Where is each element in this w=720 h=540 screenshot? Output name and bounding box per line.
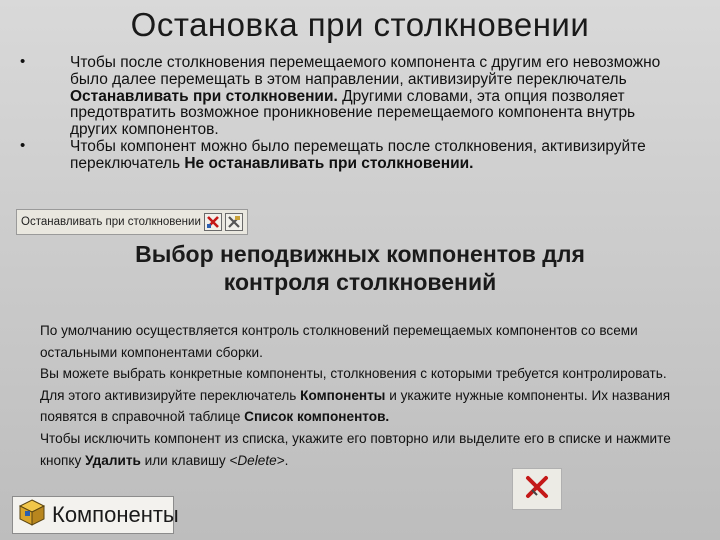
delete-button[interactable]	[512, 468, 562, 510]
paragraph-2	[40, 363, 690, 428]
section-subtitle: Выбор неподвижных компонентов для контроля столкновений	[135, 241, 585, 295]
bullet-bold: Не останавливать при столкновении.	[184, 154, 474, 172]
bullet-bold: Останавливать при столкновении.	[70, 87, 338, 105]
components-toggle[interactable]	[12, 496, 179, 534]
paragraph-bold: Удалить	[85, 452, 141, 468]
paragraph-bold: Компоненты	[300, 387, 386, 403]
bullet-text: Другими словами, эта опция позволяет предотвратить возможное проникновение перемещаемого компонента внутрь других компонентов.	[70, 87, 636, 139]
paragraph-text: Вы можете выбрать конкретные компоненты, столкновения с которыми требуется контролировать. Для этого активизируйте переключатель	[40, 366, 667, 403]
slide-title: Остановка при столкновении	[130, 6, 590, 43]
paragraph-text: Чтобы исключить компонент из списка, укажите его повторно или выделите его в списке и нажмите кнопку	[40, 430, 671, 468]
paragraph-bold: Список компонентов.	[244, 409, 390, 425]
delete-x-icon	[522, 472, 552, 507]
bullet-marker: •	[20, 136, 26, 154]
paragraph-text: или клавишу	[140, 452, 230, 468]
bullet-item-1	[20, 55, 680, 139]
stop-on-collision-icon[interactable]	[204, 213, 222, 231]
bullet-text: Чтобы после столкновения перемещаемого компонента с другим его невозможно было далее перемещать в этом направлении, активизируйте переключатель	[70, 55, 661, 88]
paragraph-3	[40, 428, 690, 471]
cube-icon	[17, 497, 47, 533]
body-paragraphs	[40, 320, 690, 471]
bullet-marker: •	[20, 55, 26, 70]
bullet-list-clip	[0, 55, 720, 208]
paragraph-text: и укажите нужные компоненты. Их названия появятся в справочной таблице	[40, 387, 671, 425]
components-label: Компоненты	[52, 502, 179, 527]
bullet-text: Чтобы компонент можно было перемещать после столкновения, активизируйте переключатель	[70, 137, 646, 172]
stop-on-collision-toolbar	[16, 209, 248, 235]
bullet-item-2	[20, 136, 680, 173]
paragraph-italic: <Delete>	[229, 452, 285, 468]
paragraph-1: По умолчанию осуществляется контроль столкновений перемещаемых компонентов со всеми остальными компонентами сборки.	[40, 323, 638, 360]
do-not-stop-icon[interactable]	[225, 213, 243, 231]
paragraph-text: .	[284, 452, 289, 468]
stop-on-collision-label: Останавливать при столкновении	[21, 216, 201, 228]
